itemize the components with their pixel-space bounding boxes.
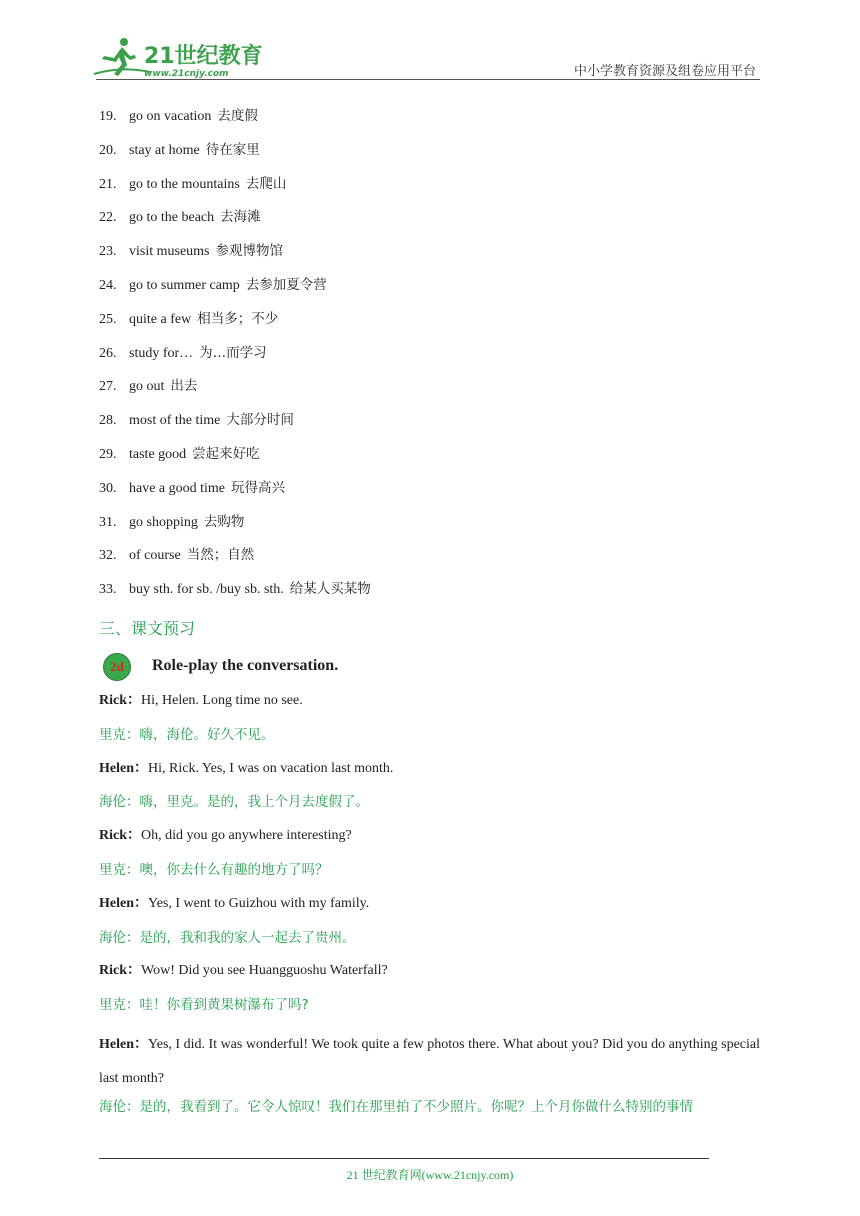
item-number: 28. — [99, 413, 117, 429]
item-number: 26. — [99, 345, 117, 361]
item-chinese: 去度假 — [217, 108, 258, 124]
speaker-name: Rick： — [99, 828, 141, 844]
footer-divider — [99, 1158, 709, 1159]
list-item — [99, 476, 759, 510]
dialog-text: Hi, Rick. Yes, I was on vacation last month. — [148, 760, 394, 776]
item-english: have a good time — [129, 480, 226, 496]
task-title: Role-play the conversation. — [152, 657, 339, 674]
list-item — [99, 577, 759, 611]
vocab-list — [99, 104, 759, 611]
list-item — [99, 138, 759, 172]
speaker-name: Helen： — [99, 895, 148, 911]
item-english: visit museums — [129, 244, 210, 260]
item-chinese: 出去 — [170, 378, 198, 395]
item-chinese: 去参加夏令营 — [245, 276, 327, 293]
list-item — [99, 442, 759, 476]
logo-wordmark: 21世纪教育 — [144, 44, 263, 69]
section-title: 三、课文预习 — [99, 619, 196, 638]
item-chinese: 为…而学习 — [199, 344, 267, 361]
item-number: 25. — [99, 311, 117, 327]
task-badge: 2d — [103, 653, 131, 681]
dialog-translation: 里克：哇！你看到黄果树瀑布了吗? — [99, 997, 309, 1014]
list-item — [99, 205, 759, 239]
dialog-line — [99, 893, 760, 915]
item-chinese: 去爬山 — [245, 175, 287, 192]
item-number: 27. — [99, 379, 117, 395]
list-item — [99, 273, 759, 307]
dialog-translation: 海伦：是的，我和我的家人一起去了贵州。 — [99, 929, 356, 946]
item-chinese: 当然；自然 — [186, 547, 255, 564]
dialog-translation: 里克：噢，你去什么有趣的地方了吗？ — [99, 861, 329, 878]
dialog-text: Hi, Helen. Long time no see. — [141, 693, 303, 708]
item-english: go on vacation — [129, 109, 212, 124]
item-chinese: 大部分时间 — [226, 412, 294, 429]
item-number: 33. — [99, 582, 117, 598]
item-number: 31. — [99, 514, 117, 530]
header-divider — [96, 79, 760, 80]
item-number: 29. — [99, 446, 117, 462]
dialog-translation: 里克：嗨，海伦。好久不见。 — [99, 726, 275, 743]
list-item — [99, 408, 759, 442]
item-number: 30. — [99, 480, 117, 496]
list-item — [99, 307, 759, 341]
item-number: 21. — [99, 176, 117, 192]
item-english: of course — [129, 548, 181, 564]
list-item — [99, 104, 759, 138]
item-number: 22. — [99, 210, 117, 226]
item-english: quite a few — [129, 311, 192, 327]
dialog-text: Yes, I did. It was wonderful! We took quite a few photos there. What about you? Did you do anything special last month? — [99, 1036, 760, 1086]
item-number: 23. — [99, 244, 117, 260]
item-chinese: 参观博物馆 — [215, 243, 284, 260]
dialog-translation: 海伦：是的，我看到了。它令人惊叹！我们在那里拍了不少照片。你呢？上个月你做什么特别的事情 — [99, 1098, 693, 1115]
item-english: go to summer camp — [129, 277, 240, 293]
item-number: 32. — [99, 548, 117, 564]
item-chinese: 尝起来好吃 — [192, 445, 260, 462]
speaker-name: Helen： — [99, 760, 148, 776]
list-item — [99, 341, 759, 375]
item-number: 24. — [99, 277, 117, 293]
item-number: 20. — [99, 142, 117, 158]
dialog-line — [99, 825, 760, 847]
list-item — [99, 543, 759, 577]
item-english: go to the beach — [129, 210, 215, 226]
dialog-line — [99, 690, 760, 712]
site-logo — [92, 36, 267, 80]
item-english: buy sth. for sb. /buy sb. sth. — [129, 582, 284, 598]
speaker-name: Helen： — [99, 1036, 149, 1052]
dialog-text: Yes, I went to Guizhou with my family. — [148, 895, 370, 911]
item-chinese: 玩得高兴 — [231, 479, 286, 496]
item-chinese: 待在家里 — [205, 141, 260, 158]
dialog-translation: 海伦：嗨，里克。是的，我上个月去度假了。 — [99, 794, 369, 811]
item-english: study for… — [129, 345, 194, 361]
item-english: taste good — [129, 446, 187, 462]
page-header — [0, 0, 860, 90]
list-item — [99, 510, 759, 544]
page-footer: 21 世纪教育网(www.21cnjy.com) — [346, 1168, 514, 1182]
item-english: stay at home — [129, 142, 200, 158]
item-number: 19. — [99, 109, 117, 124]
item-english: go to the mountains — [129, 176, 240, 192]
list-item — [99, 172, 759, 206]
dialog-line — [99, 960, 760, 982]
speaker-name: Rick： — [99, 963, 141, 979]
dialog-line — [99, 1028, 760, 1096]
dialog — [99, 690, 760, 1130]
dialog-line — [99, 758, 760, 780]
item-chinese: 给某人买某物 — [289, 581, 371, 598]
item-chinese: 相当多；不少 — [197, 310, 279, 327]
dialog-text: Oh, did you go anywhere interesting? — [141, 828, 352, 844]
item-chinese: 去购物 — [203, 513, 245, 530]
item-chinese: 去海滩 — [220, 209, 261, 226]
speaker-name: Rick： — [99, 693, 141, 708]
list-item — [99, 239, 759, 273]
dialog-text: Wow! Did you see Huangguoshu Waterfall? — [141, 963, 388, 979]
logo-url: www.21cnjy.com — [144, 69, 229, 79]
header-tagline: 中小学教育资源及组卷应用平台 — [573, 64, 756, 79]
item-english: go out — [129, 379, 165, 395]
item-english: go shopping — [129, 514, 198, 530]
list-item — [99, 374, 759, 408]
item-english: most of the time — [129, 413, 221, 429]
